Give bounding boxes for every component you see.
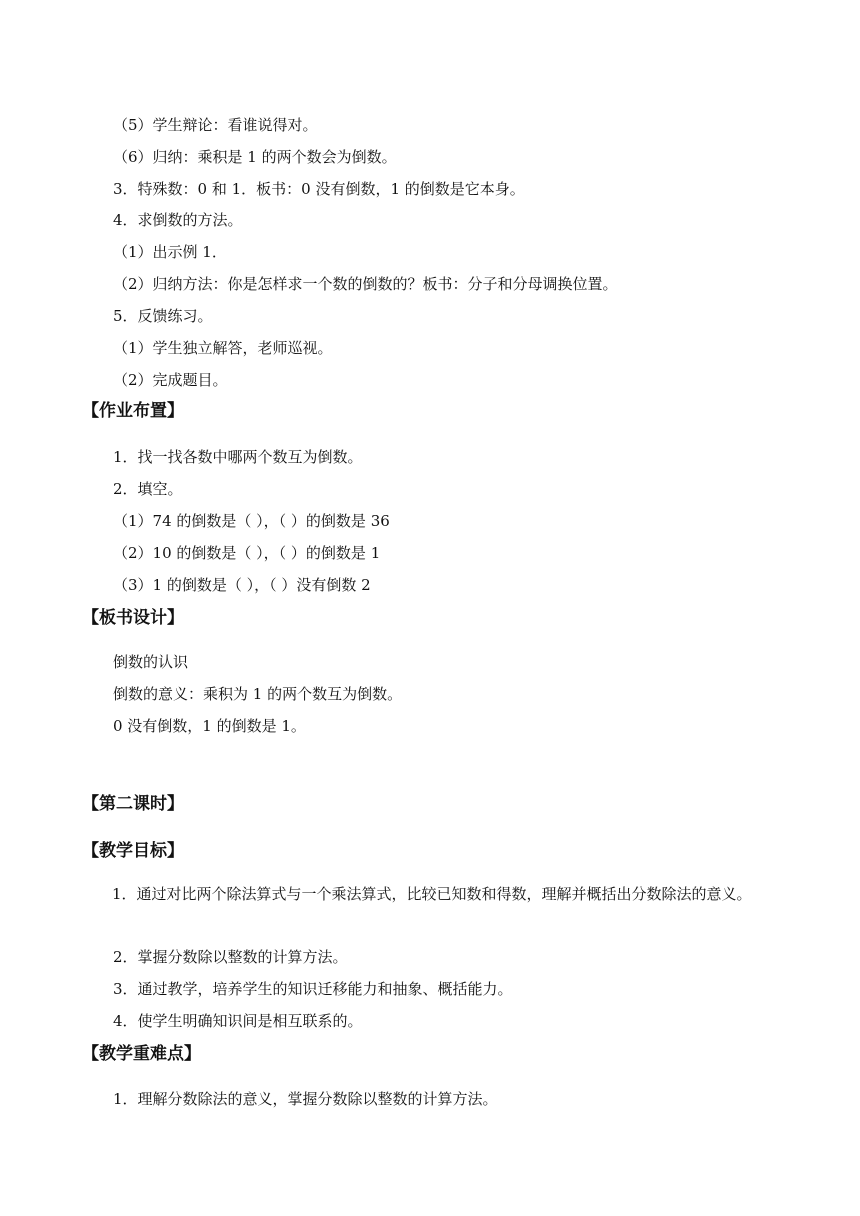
fill-blank-2: （2）10 的倒数是（ ），（ ）的倒数是 1 [113, 544, 381, 562]
homework-item-1: 1．找一找各数中哪两个数互为倒数。 [113, 448, 363, 466]
objective-item-4: 4．使学生明确知识间是相互联系的。 [113, 1012, 363, 1030]
method-example: （1）出示例 1． [113, 243, 227, 261]
practice-step-2: （2）完成题目。 [113, 371, 228, 389]
board-design-heading: 【板书设计】 [82, 608, 184, 628]
board-meaning: 倒数的意义：乘积为 1 的两个数互为倒数。 [113, 685, 403, 703]
objectives-heading: 【教学目标】 [82, 841, 184, 861]
method-summary: （2）归纳方法：你是怎样求一个数的倒数的？板书：分子和分母调换位置。 [113, 275, 618, 293]
homework-heading: 【作业布置】 [82, 401, 184, 421]
feedback-practice: 5．反馈练习。 [113, 307, 213, 325]
homework-item-2: 2．填空。 [113, 480, 183, 498]
objective-item-2: 2．掌握分数除以整数的计算方法。 [113, 948, 348, 966]
practice-step-1: （1）学生独立解答，老师巡视。 [113, 339, 333, 357]
process-step-6: （6）归纳：乘积是 1 的两个数会为倒数。 [113, 148, 397, 166]
board-special: 0 没有倒数，1 的倒数是 1。 [113, 717, 306, 735]
key-point-item-1: 1．理解分数除法的意义，掌握分数除以整数的计算方法。 [113, 1090, 498, 1108]
special-numbers: 3．特殊数：0 和 1．板书：0 没有倒数，1 的倒数是它本身。 [113, 180, 525, 198]
reciprocal-method: 4．求倒数的方法。 [113, 211, 243, 229]
fill-blank-3: （3）1 的倒数是（ ），（ ）没有倒数 2 [113, 576, 371, 594]
key-points-heading: 【教学重难点】 [82, 1044, 201, 1064]
objective-item-3: 3．通过教学，培养学生的知识迁移能力和抽象、概括能力。 [113, 980, 513, 998]
objective-item-1: 1．通过对比两个除法算式与一个乘法算式，比较已知数和得数，理解并概括出分数除法的意义。 [112, 885, 752, 903]
process-step-5: （5）学生辩论：看谁说得对。 [113, 116, 318, 134]
board-title: 倒数的认识 [113, 653, 189, 671]
second-lesson-heading: 【第二课时】 [82, 794, 184, 814]
fill-blank-1: （1）74 的倒数是（ ），（ ）的倒数是 36 [113, 512, 390, 530]
